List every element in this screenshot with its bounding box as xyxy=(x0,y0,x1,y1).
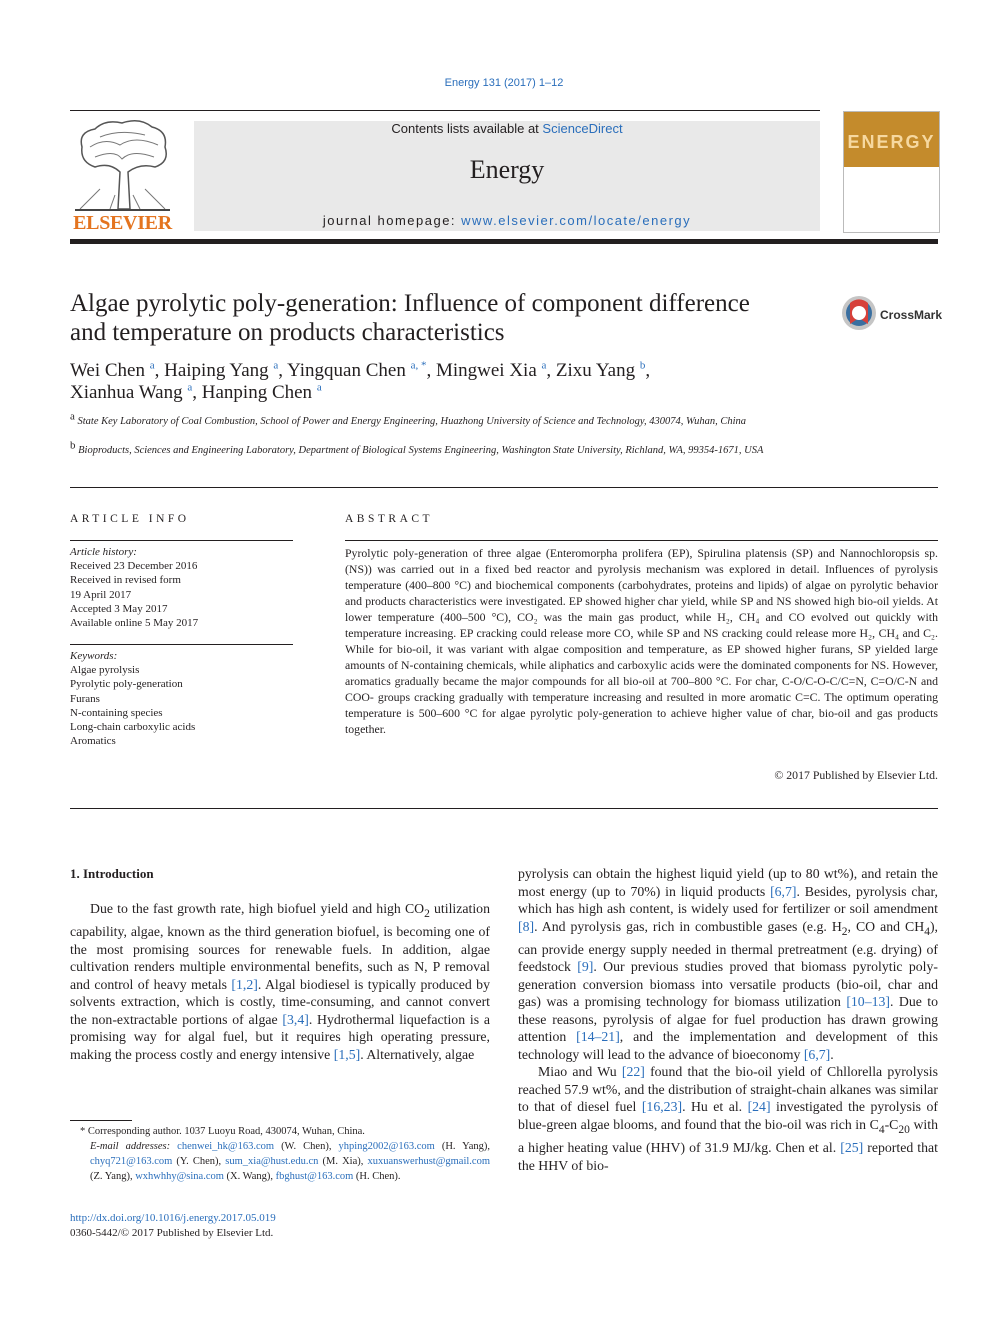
email-link[interactable]: wxhwhhy@sina.com xyxy=(135,1171,224,1182)
elsevier-wordmark: ELSEVIER xyxy=(73,212,172,234)
email-owner: (H. Chen). xyxy=(353,1171,401,1182)
crossmark-icon xyxy=(840,294,880,334)
email-link[interactable]: xuxuanswerhust@gmail.com xyxy=(367,1156,490,1167)
email-link[interactable]: chyq721@163.com xyxy=(90,1156,173,1167)
email-link[interactable]: sum_xia@hust.edu.cn xyxy=(225,1156,319,1167)
keyword-item: Furans xyxy=(70,692,100,705)
authors-line-1 xyxy=(70,360,830,382)
email-owner: (Y. Chen), xyxy=(172,1156,226,1167)
affiliation-a xyxy=(70,410,815,430)
author-separator: , xyxy=(645,360,651,381)
author-separator: , xyxy=(192,382,202,403)
contents-line xyxy=(194,121,820,136)
email-owner: (W. Chen), xyxy=(274,1141,339,1152)
citation-link[interactable]: [14–21] xyxy=(576,1029,620,1045)
keywords-block xyxy=(70,649,293,748)
authors-line-2 xyxy=(70,382,830,404)
footnote xyxy=(70,1124,490,1184)
abstract-heading: ABSTRACT xyxy=(345,513,434,525)
crossmark-badge[interactable] xyxy=(840,294,943,334)
author-name[interactable]: Hanping Chen xyxy=(201,382,317,403)
header-top-rule xyxy=(70,110,820,111)
author-affiliation-mark[interactable]: a, * xyxy=(410,359,427,372)
citation-link[interactable]: [10–13] xyxy=(846,994,890,1010)
keyword-item: Long-chain carboxylic acids xyxy=(70,721,196,734)
citation-link[interactable]: [9] xyxy=(577,959,594,975)
email-link[interactable]: yhping2002@163.com xyxy=(338,1141,435,1152)
history-item: 19 April 2017 xyxy=(70,588,132,601)
doi-block xyxy=(70,1211,276,1241)
article-title xyxy=(70,289,820,347)
affiliation-b xyxy=(70,439,815,459)
citation-link[interactable]: [16,23] xyxy=(641,1099,683,1115)
intro-left-column xyxy=(70,900,490,1063)
author-affiliation-mark[interactable]: b xyxy=(639,359,646,372)
email-link[interactable]: fbghust@163.com xyxy=(275,1171,354,1182)
author-affiliation-mark[interactable]: a xyxy=(187,381,193,394)
email-owner: (M. Xia), xyxy=(318,1156,368,1167)
citation-link[interactable]: [24] xyxy=(747,1099,771,1115)
citation-link[interactable]: [25] xyxy=(840,1140,864,1155)
affiliation-text: State Key Laboratory of Coal Combustion, School of Power and Energy Engineering, Huazhong University of Science and Technology, 430074, Wuhan, China xyxy=(77,416,747,427)
email-link[interactable]: chenwei_hk@163.com xyxy=(177,1141,275,1152)
author-affiliation-mark[interactable]: a xyxy=(541,359,547,372)
citation-link[interactable]: [1,5] xyxy=(333,1046,361,1062)
author-affiliation-mark[interactable]: a xyxy=(316,381,322,394)
author-separator: , xyxy=(546,360,556,381)
keywords-rule xyxy=(70,644,293,645)
contents-prefix: Contents lists available at xyxy=(391,121,543,136)
history-label: Article history: xyxy=(70,546,137,558)
journal-name: Energy xyxy=(469,155,545,184)
introduction-heading: 1. Introduction xyxy=(70,866,154,881)
cover-title: ENERGY xyxy=(847,132,936,152)
author-separator: , xyxy=(154,360,165,381)
citation-link[interactable]: [6,7] xyxy=(803,1046,831,1062)
journal-homepage-line xyxy=(194,213,820,228)
author-separator: , xyxy=(426,360,436,381)
abstract-text: Pyrolytic poly-generation of three algae (Enteromorpha prolifera (EP), Spirulina platensis (SP) and Nannochloropsis sp. (NS)) was carried out in a fixed bed reactor and pyrolysis mechanism was explored in detail. Influences of pyrolysis temperature (400–800 °C) and biochemical components (carbohydrates, proteins and lipids) of algae on pyrolytic behavior and products characteristics were investigated. EP showed higher char yield, while SP and NS showed high bio-oil yields. At lower temperature (400–500 °C), CO₂ was the main gas product, while H₂, CH₄ and CO evolved out quickly with temperature increasing. EP cracking could release more CO, while SP and NS cracking could release more H₂, CH₄ and C₂. While for bio-oil, it was variant with algae composition and temperature, as EP showed higher furans, SP yielded large amounts of N-containing chemicals, while aliphatics and carboxylic acids were the dominated components for NS. However, aromatics gradually became the major compounds for all bio-oil at 700–800 °C. For char, C-O/C-O-C/C=N, C=O/C-N and COO- groups cracking gradually with temperature increasing and resulted in more aromatic C=C. The optimum operating temperature is 500–600 °C for algae pyrolytic poly-generation to achieve higher value of char, bio-oil and gas products together. xyxy=(345,546,938,736)
intro-paragraph-continued: pyrolysis can obtain the highest liquid yield (up to 80 wt%), and retain the most energy (up to 70%) in liquid products [6,7]. Besides, pyrolysis char, which has high ash content, is widely used for fertilizer or soil amendment [8]. And pyrolysis gas, rich in combustible gases (e.g. $H_2$, CO and $CH_4$), can provide energy supply needed in thermal pretreatment (e.g. drying) of feedstock [9]. Our previous studies proved that biomass pyrolytic poly-generation conversion biomass into versatile products (bio-oil, char and gas) was a promising technology for biomass utilization [10–13]. Due to these reasons, pyrolysis of algae for fuel production has drawn growing attention [14–21], and the implementation and development of this technology will lead to the advance of bioeconomy [6,7]. xyxy=(518,866,938,1062)
author-list xyxy=(70,360,830,404)
divider-rule xyxy=(70,487,938,488)
keyword-item: N-containing species xyxy=(70,706,163,719)
author-name[interactable]: Haiping Yang xyxy=(164,360,274,381)
citation-link[interactable]: [3,4] xyxy=(282,1011,309,1027)
article-info-heading: ARTICLE INFO xyxy=(70,513,190,525)
author-separator: , xyxy=(278,360,288,381)
article-info-rule xyxy=(70,540,293,541)
email-owner: (H. Yang), xyxy=(434,1141,490,1152)
author-name[interactable]: Xianhua Wang xyxy=(70,382,188,403)
author-affiliation-mark[interactable]: a xyxy=(273,359,279,372)
corresponding-author-note: * Corresponding author. 1037 Luoyu Road, 430074, Wuhan, China. xyxy=(80,1126,365,1137)
history-item: Accepted 3 May 2017 xyxy=(70,602,168,615)
title-line-2: and temperature on products characteristics xyxy=(70,319,505,346)
keyword-item: Pyrolytic poly-generation xyxy=(70,678,183,691)
citation-link[interactable]: [8] xyxy=(518,918,535,934)
homepage-link[interactable]: www.elsevier.com/locate/energy xyxy=(461,213,692,228)
keyword-item: Aromatics xyxy=(70,735,116,748)
affiliation-mark: b xyxy=(70,439,76,452)
journal-reference-link[interactable]: Energy 131 (2017) 1–12 xyxy=(444,77,564,89)
citation-link[interactable]: [6,7] xyxy=(770,883,797,899)
author-affiliation-mark[interactable]: a xyxy=(149,359,155,372)
citation-link[interactable]: [1,2] xyxy=(231,976,258,992)
history-item: Received 23 December 2016 xyxy=(70,560,198,573)
author-name[interactable]: Yingquan Chen xyxy=(287,360,411,381)
author-name[interactable]: Mingwei Xia xyxy=(435,360,542,381)
abstract-rule xyxy=(345,540,938,541)
title-line-1: Algae pyrolytic poly-generation: Influence of component difference xyxy=(70,290,750,317)
doi-link[interactable]: http://dx.doi.org/10.1016/j.energy.2017.05.019 xyxy=(70,1212,276,1224)
journal-cover-thumbnail[interactable] xyxy=(843,111,940,233)
divider-rule xyxy=(70,808,938,809)
citation-link[interactable]: [22] xyxy=(621,1064,645,1080)
history-item: Available online 5 May 2017 xyxy=(70,617,199,630)
homepage-prefix: journal homepage: xyxy=(322,213,462,228)
abstract-copyright: © 2017 Published by Elsevier Ltd. xyxy=(774,768,938,782)
email-owner: (X. Wang), xyxy=(223,1171,276,1182)
keyword-item: Algae pyrolysis xyxy=(70,664,140,677)
email-owner: (Z. Yang), xyxy=(90,1171,136,1182)
keywords-label: Keywords: xyxy=(70,650,118,662)
footnote-rule xyxy=(70,1120,132,1121)
email-label: E-mail addresses: xyxy=(90,1141,178,1152)
intro-paragraph-1: Due to the fast growth rate, high biofuel yield and high $CO_2$ utilization capability, algae, known as the third generation biofuel, is becoming one of the most promising sources for renewable fuels. In addition, algae cultivation renders multiple environmental benefits, such as N, P removal and control of heavy metals [1,2]. Algal biodiesel is typically produced by solvents extraction, which is costly, time-consuming, and cannot convert the non-extractable portions of algae [3,4]. Hydrothermal liquefaction is a promising way for algal fuel, but it requires high operating pressure, making the process costly and energy intensive [1,5]. Alternatively, algae xyxy=(70,901,490,1062)
author-name[interactable]: Zixu Yang xyxy=(555,360,640,381)
affiliation-mark: a xyxy=(70,410,75,423)
sciencedirect-link[interactable]: ScienceDirect xyxy=(542,121,623,136)
intro-paragraph-2: Miao and Wu [22] found that the bio-oil yield of Chllorella pyrolysis reached 57.9 wt%, and the distribution of straight-chain alkanes was similar to that of diesel fuel [16,23]. Hu et al. [24] investigated the pyrolysis of blue-green algae blooms, and found that the bio-oil was rich in $C_4-C_{20}$ with a higher heating value (HHV) of 31.9 MJ/kg. Chen et al. [25] reported that the HHV of bio- xyxy=(518,1064,938,1173)
crossmark-label: CrossMark xyxy=(880,308,943,322)
author-name[interactable]: Wei Chen xyxy=(70,360,150,381)
header-thick-rule xyxy=(70,239,938,244)
issn-line: 0360-5442/© 2017 Published by Elsevier Ltd. xyxy=(70,1227,274,1239)
intro-right-column xyxy=(518,865,938,1174)
article-history xyxy=(70,545,293,630)
history-item: Received in revised form xyxy=(70,574,181,587)
email-addresses xyxy=(70,1139,490,1184)
affiliation-text: Bioproducts, Sciences and Engineering Laboratory, Department of Biological Systems Engineering, Washington State University, Richland, WA, 99354-1671, USA xyxy=(78,445,764,456)
